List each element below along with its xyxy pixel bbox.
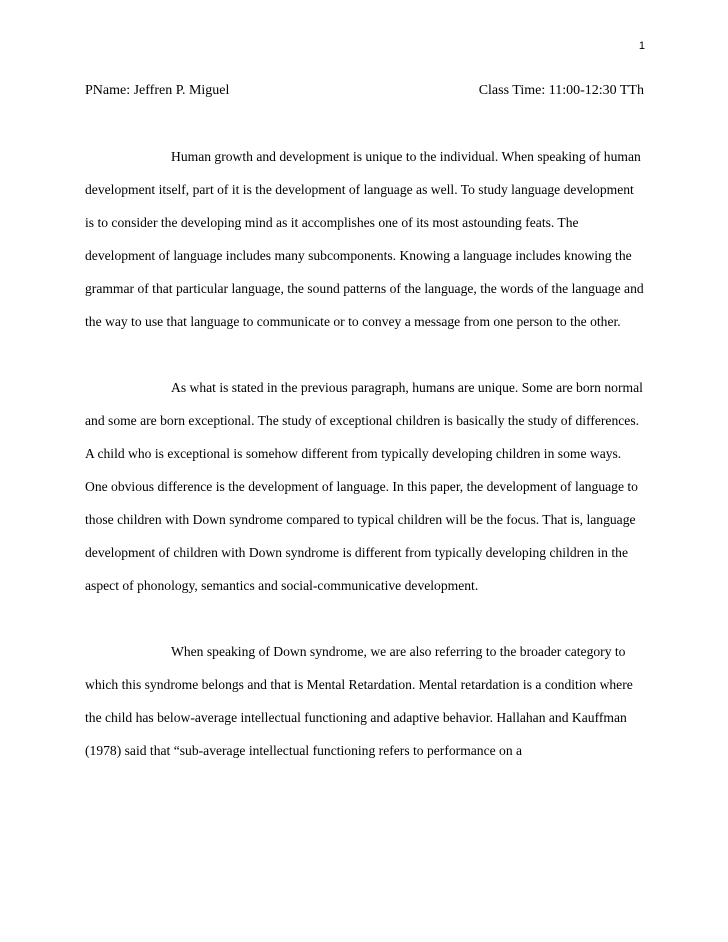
paragraph-2: As what is stated in the previous paragraph, humans are unique. Some are born normal and some are born exceptional. The study of exceptional children is basically the study of differences. A child who is exceptional is somehow different from typically developing children in some ways. One obvious difference is the development of language. In this paper, the development of language to those children with Down syndrome compared to typical children will be the focus. That is, language development of children with Down syndrome is different from typically developing children in the aspect of phonology, semantics and social-communicative development. (85, 380, 643, 593)
paragraph-1: Human growth and development is unique to the individual. When speaking of human development itself, part of it is the development of language as well. To study language development is to consider the developing mind as it accomplishes one of its most astounding feats. The development of language includes many subcomponents. Knowing a language includes knowing the grammar of that particular language, the sound patterns of the language, the words of the language and the way to use that language to communicate or to convey a message from one person to the other. (85, 149, 644, 329)
document-body (85, 140, 645, 800)
page-number: 1 (638, 40, 645, 52)
class-time: Class Time: 11:00-12:30 TTh (478, 83, 644, 98)
student-name: PName: Jeffren P. Miguel (85, 83, 230, 98)
paragraph-3: When speaking of Down syndrome, we are also referring to the broader category to which this syndrome belongs and that is Mental Retardation. Mental retardation is a condition where the child has below-average intellectual functioning and adaptive behavior. Hallahan and Kauffman (1978) said that “sub-average intellectual functioning refers to performance on a (85, 644, 633, 758)
